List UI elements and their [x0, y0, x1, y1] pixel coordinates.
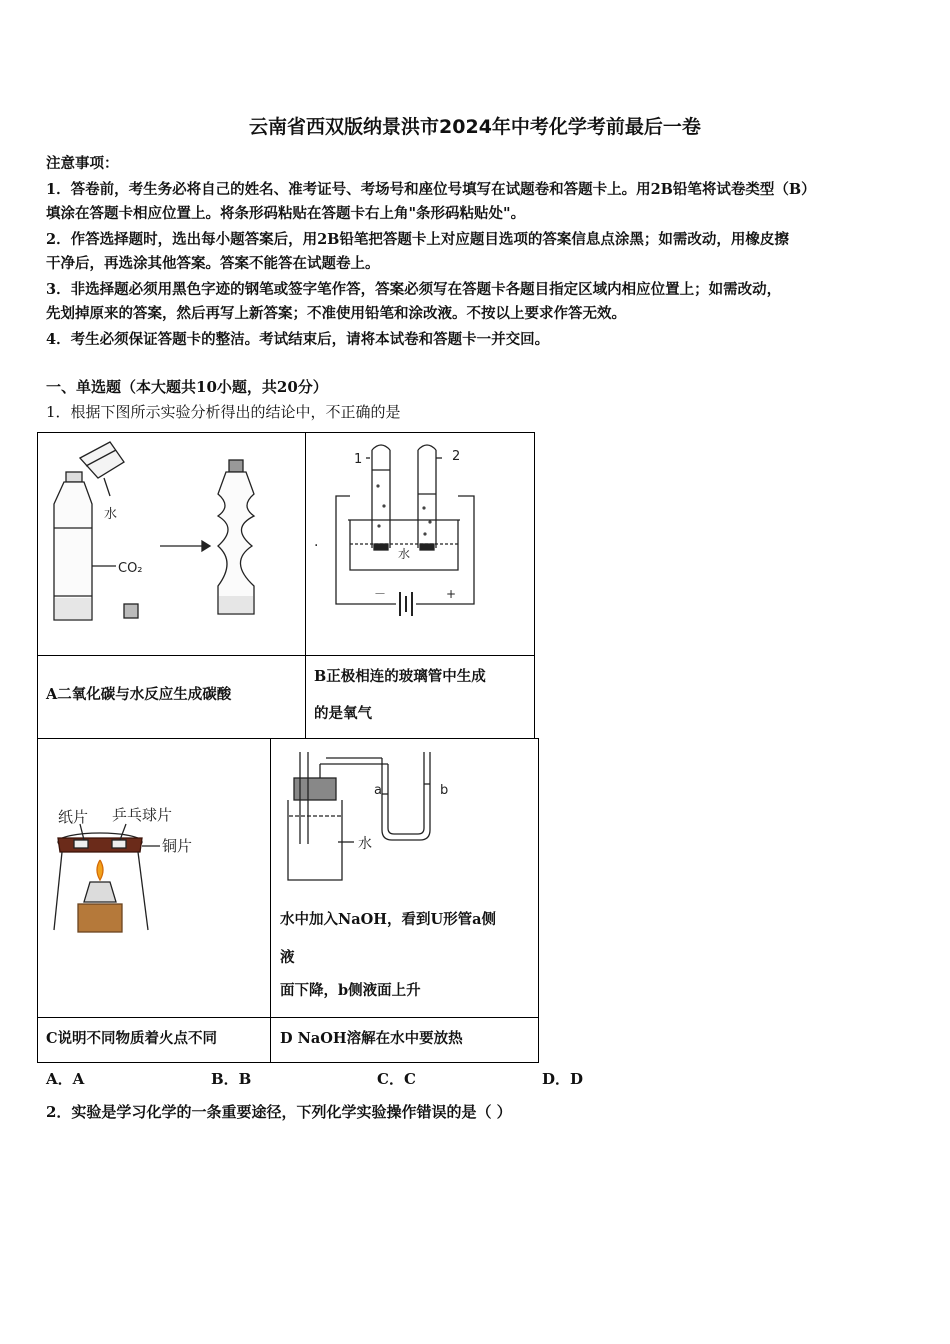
- figure-a-co2-bottle: [40, 436, 302, 652]
- figure-c-ignition: [40, 790, 266, 940]
- notice-heading: 注意事项：: [46, 155, 119, 172]
- option-d-text: D NaOH溶解在水中要放热: [280, 1030, 463, 1047]
- notice-line: 2．作答选择题时，选出每小题答案后，用2B铅笔把答题卡上对应题目选项的答案信息点涂黑；如需改动，用橡皮擦: [46, 231, 789, 248]
- figure-b-water-label: 水: [398, 547, 411, 561]
- figure-a-co2-label: CO₂: [118, 561, 143, 576]
- figure-b-label-1: 1: [354, 452, 363, 467]
- notice-line: 先划掉原来的答案，然后再写上新答案；不准使用铅笔和涂改液。不按以上要求作答无效。: [46, 305, 626, 322]
- option-c-text: C说明不同物质着火点不同: [46, 1030, 218, 1047]
- figure-d-desc-line2: 液: [280, 949, 295, 966]
- answer-option-c[interactable]: C．C: [377, 1070, 416, 1088]
- figure-c-copper-label: 铜片: [162, 837, 193, 855]
- answer-option-b[interactable]: B．B: [211, 1070, 252, 1088]
- figure-d-desc-line3: 面下降，b侧液面上升: [280, 982, 421, 999]
- question-2-stem: 2．实验是学习化学的一条重要途径，下列化学实验操作错误的是（ ）: [46, 1103, 512, 1121]
- notice-line: 填涂在答题卡相应位置上。将条形码粘贴在答题卡右上角"条形码粘贴处"。: [46, 205, 526, 222]
- answer-option-a[interactable]: A．A: [46, 1070, 85, 1088]
- notice-line: 1．答卷前，考生务必将自己的姓名、准考证号、考场号和座位号填写在试题卷和答题卡上。用2B铅笔将试卷类型（B）: [46, 181, 816, 198]
- figure-d-a-label: a: [374, 783, 382, 798]
- notice-line: 4．考生必须保证答题卡的整洁。考试结束后，请将本试卷和答题卡一并交回。: [46, 331, 550, 348]
- figure-b-minus: －: [374, 587, 387, 601]
- figure-d-water-label: 水: [358, 836, 372, 852]
- figure-b-dot: .: [314, 534, 319, 550]
- figure-d-desc-line1: 水中加入NaOH，看到U形管a侧: [280, 911, 497, 928]
- notice-line: 3．非选择题必须用黑色字迹的钢笔或签字笔作答，答案必须写在答题卡各题目指定区域内相应位置上；如需改动，: [46, 281, 782, 298]
- figure-c-pingpong-label: 乒乓球片: [112, 806, 173, 824]
- option-b-text-line2: 的是氧气: [314, 705, 372, 722]
- figure-d-b-label: b: [440, 783, 449, 798]
- page-title: 云南省西双版纳景洪市2024年中考化学考前最后一卷: [249, 116, 701, 138]
- figure-a-water-label: 水: [104, 507, 118, 522]
- option-a-text: A二氧化碳与水反应生成碳酸: [46, 686, 232, 703]
- question-1-stem: 1．根据下图所示实验分析得出的结论中，不正确的是: [46, 403, 401, 421]
- figure-b-plus: +: [446, 587, 457, 601]
- section-heading: 一、单选题（本大题共10小题，共20分）: [46, 378, 328, 396]
- figure-c-paper-label: 纸片: [58, 808, 89, 826]
- notice-line: 干净后，再选涂其他答案。答案不能答在试题卷上。: [46, 255, 380, 272]
- figure-b-label-2: 2: [452, 449, 461, 464]
- answer-option-d[interactable]: D．D: [542, 1070, 584, 1088]
- figure-b-electrolysis: [308, 436, 532, 652]
- figure-d-u-tube: [278, 744, 478, 884]
- option-b-text-line1: B正极相连的玻璃管中生成: [314, 668, 486, 685]
